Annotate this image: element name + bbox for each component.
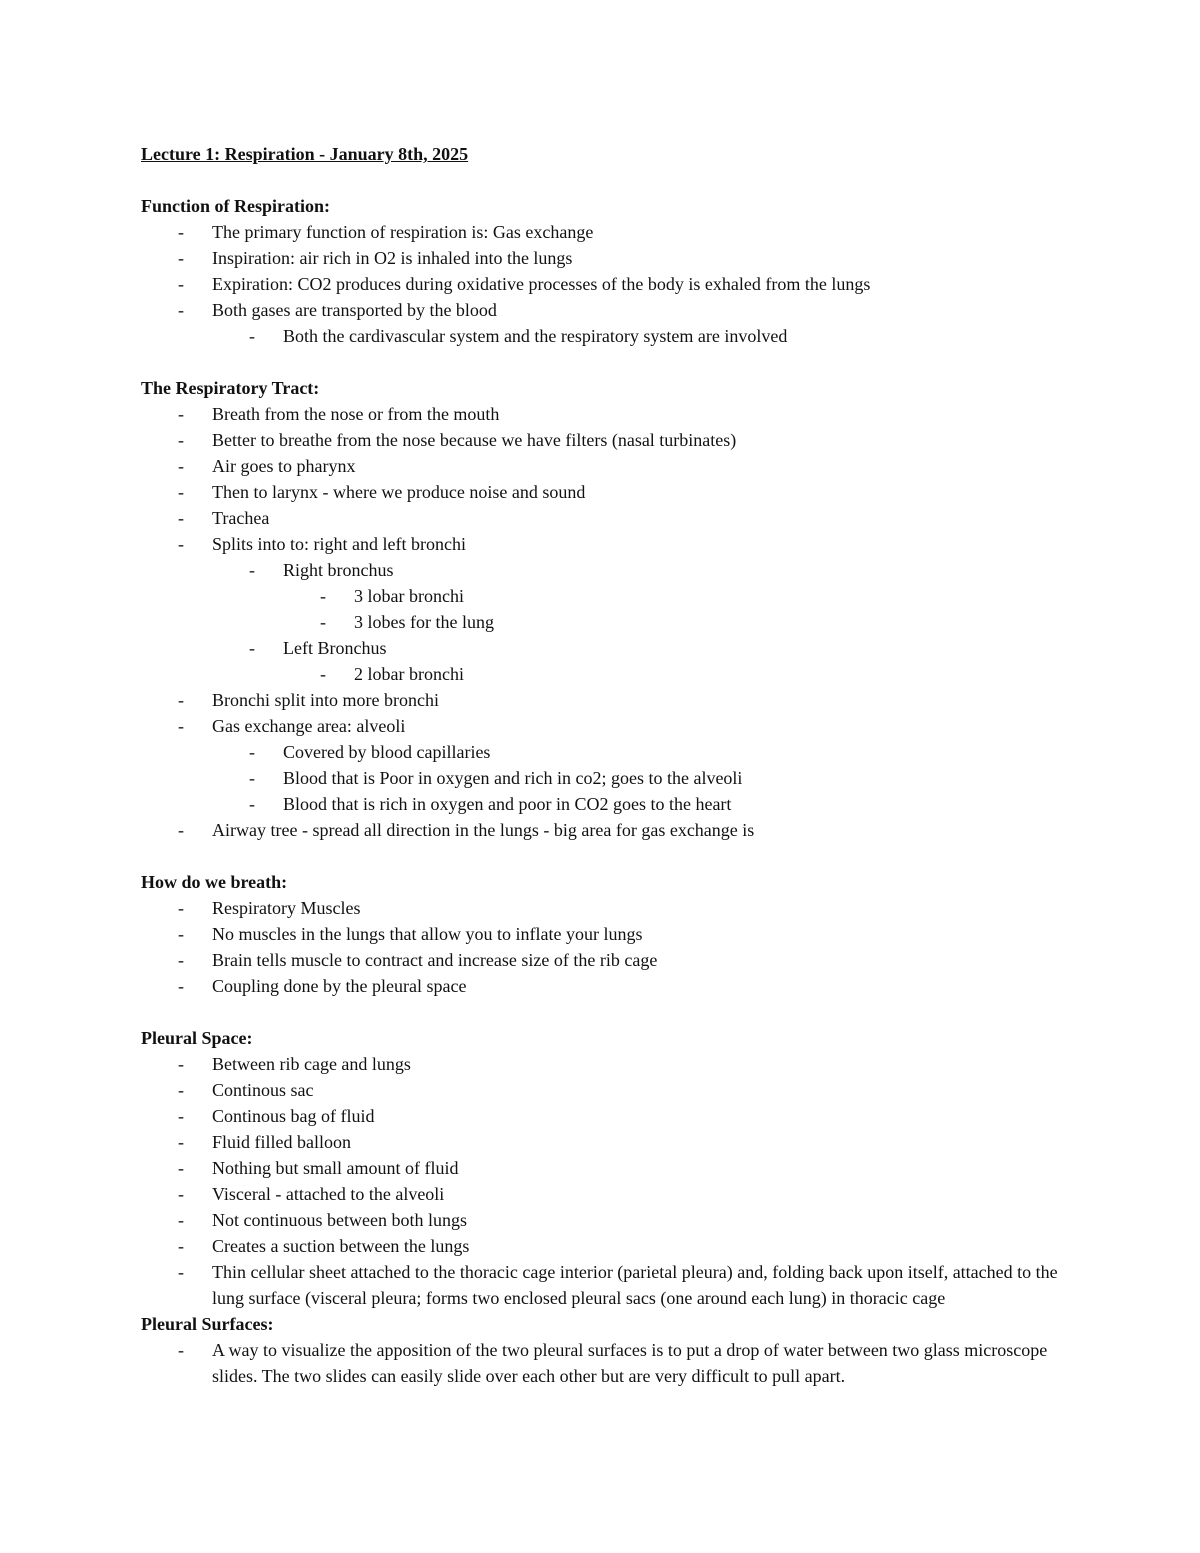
list-item: [212, 1077, 1061, 1103]
list-item-text: - Right bronchus: [283, 560, 394, 580]
sub-bullet-list: [212, 557, 1061, 687]
list-item-text: - 2 lobar bronchi: [354, 664, 464, 684]
list-item: [283, 739, 1061, 765]
bullet-list: [141, 1051, 1061, 1311]
document-title: Lecture 1: Respiration - January 8th, 2025: [141, 144, 469, 164]
list-item-text: - Between rib cage and lungs: [212, 1054, 411, 1074]
list-item-text: - Brain tells muscle to contract and increase size of the rib cage: [212, 950, 658, 970]
section-heading: Function of Respiration:: [141, 196, 330, 216]
list-item-text: - Bronchi split into more bronchi: [212, 690, 439, 710]
list-item-text: - Both the cardivascular system and the respiratory system are involved: [283, 326, 788, 346]
list-item: [212, 1181, 1061, 1207]
list-item-text: - Fluid filled balloon: [212, 1132, 351, 1152]
list-item: [212, 1207, 1061, 1233]
section: [141, 869, 1061, 999]
list-item-text: - Blood that is Poor in oxygen and rich in co2; goes to the alveoli: [283, 768, 743, 788]
list-item: [212, 973, 1061, 999]
list-item: [212, 453, 1061, 479]
section: [141, 1025, 1061, 1311]
list-item: [354, 661, 1061, 687]
bullet-list: [141, 895, 1061, 999]
section-heading: Pleural Surfaces:: [141, 1314, 274, 1334]
list-item: [212, 1129, 1061, 1155]
list-item: [212, 401, 1061, 427]
list-item: [212, 1233, 1061, 1259]
list-item: [283, 323, 1061, 349]
list-item-text: - Expiration: CO2 produces during oxidative processes of the body is exhaled from the lungs: [212, 274, 871, 294]
list-item-text: - Nothing but small amount of fluid: [212, 1158, 459, 1178]
list-item: [212, 297, 1061, 349]
list-item-text: - Splits into to: right and left bronchi: [212, 534, 466, 554]
list-item-text: - Trachea: [212, 508, 270, 528]
list-item: [283, 791, 1061, 817]
list-item-text: - No muscles in the lungs that allow you to inflate your lungs: [212, 924, 643, 944]
list-item: [212, 1259, 1061, 1311]
list-item: [212, 479, 1061, 505]
list-item-text: - A way to visualize the apposition of the two pleural surfaces is to put a drop of water between two glass microscope slides. The two slides can easily slide over each other but are very difficult to pull apart.: [212, 1340, 1048, 1386]
list-item: [212, 921, 1061, 947]
list-item: [212, 219, 1061, 245]
list-item-text: - Better to breathe from the nose because we have filters (nasal turbinates): [212, 430, 737, 450]
section-heading: How do we breath:: [141, 872, 288, 892]
sub-bullet-list: [283, 583, 1061, 635]
list-item: [212, 1337, 1061, 1389]
section-heading: The Respiratory Tract:: [141, 378, 320, 398]
list-item-text: - Air goes to pharynx: [212, 456, 356, 476]
section: [141, 193, 1061, 349]
list-item-text: - Inspiration: air rich in O2 is inhaled into the lungs: [212, 248, 573, 268]
sub-bullet-list: [212, 323, 1061, 349]
bullet-list: [141, 219, 1061, 349]
list-item: [212, 1155, 1061, 1181]
list-item-text: - Continous bag of fluid: [212, 1106, 375, 1126]
list-item: [212, 947, 1061, 973]
section: [141, 375, 1061, 843]
list-item-text: - Blood that is rich in oxygen and poor in CO2 goes to the heart: [283, 794, 732, 814]
list-item: [212, 271, 1061, 297]
sub-bullet-list: [283, 661, 1061, 687]
list-item-text: - 3 lobes for the lung: [354, 612, 494, 632]
list-item: [212, 1051, 1061, 1077]
list-item: [212, 245, 1061, 271]
list-item-text: - Breath from the nose or from the mouth: [212, 404, 500, 424]
list-item-text: - Creates a suction between the lungs: [212, 1236, 470, 1256]
section: [141, 1311, 1061, 1389]
list-item: [212, 505, 1061, 531]
list-item-text: - Coupling done by the pleural space: [212, 976, 467, 996]
list-item: [212, 687, 1061, 713]
list-item-text: - Gas exchange area: alveoli: [212, 716, 406, 736]
list-item-text: - Thin cellular sheet attached to the thoracic cage interior (parietal pleura) and, folding back upon itself, attached to the lung surface (visceral pleura; forms two enclosed pleural sacs (one around each lung) in thoracic cage: [212, 1262, 1058, 1308]
list-item-text: - Both gases are transported by the blood: [212, 300, 497, 320]
list-item-text: - Covered by blood capillaries: [283, 742, 491, 762]
list-item: [212, 713, 1061, 817]
list-item: [212, 531, 1061, 687]
list-item-text: - Respiratory Muscles: [212, 898, 361, 918]
list-item-text: - Then to larynx - where we produce noise and sound: [212, 482, 586, 502]
list-item-text: - Continous sac: [212, 1080, 314, 1100]
list-item: [283, 557, 1061, 635]
sub-bullet-list: [212, 739, 1061, 817]
list-item-text: - Airway tree - spread all direction in the lungs - big area for gas exchange is: [212, 820, 755, 840]
list-item: [354, 583, 1061, 609]
list-item-text: - 3 lobar bronchi: [354, 586, 464, 606]
list-item: [212, 895, 1061, 921]
list-item: [212, 1103, 1061, 1129]
list-item: [212, 817, 1061, 843]
bullet-list: [141, 1337, 1061, 1389]
list-item: [212, 427, 1061, 453]
document-page: [141, 141, 1061, 1415]
list-item: [354, 609, 1061, 635]
list-item-text: - Visceral - attached to the alveoli: [212, 1184, 445, 1204]
list-item-text: - Left Bronchus: [283, 638, 387, 658]
document-body: [141, 193, 1061, 1389]
bullet-list: [141, 401, 1061, 843]
list-item-text: - Not continuous between both lungs: [212, 1210, 467, 1230]
list-item-text: - The primary function of respiration is: Gas exchange: [212, 222, 594, 242]
list-item: [283, 765, 1061, 791]
section-heading: Pleural Space:: [141, 1028, 253, 1048]
list-item: [283, 635, 1061, 687]
